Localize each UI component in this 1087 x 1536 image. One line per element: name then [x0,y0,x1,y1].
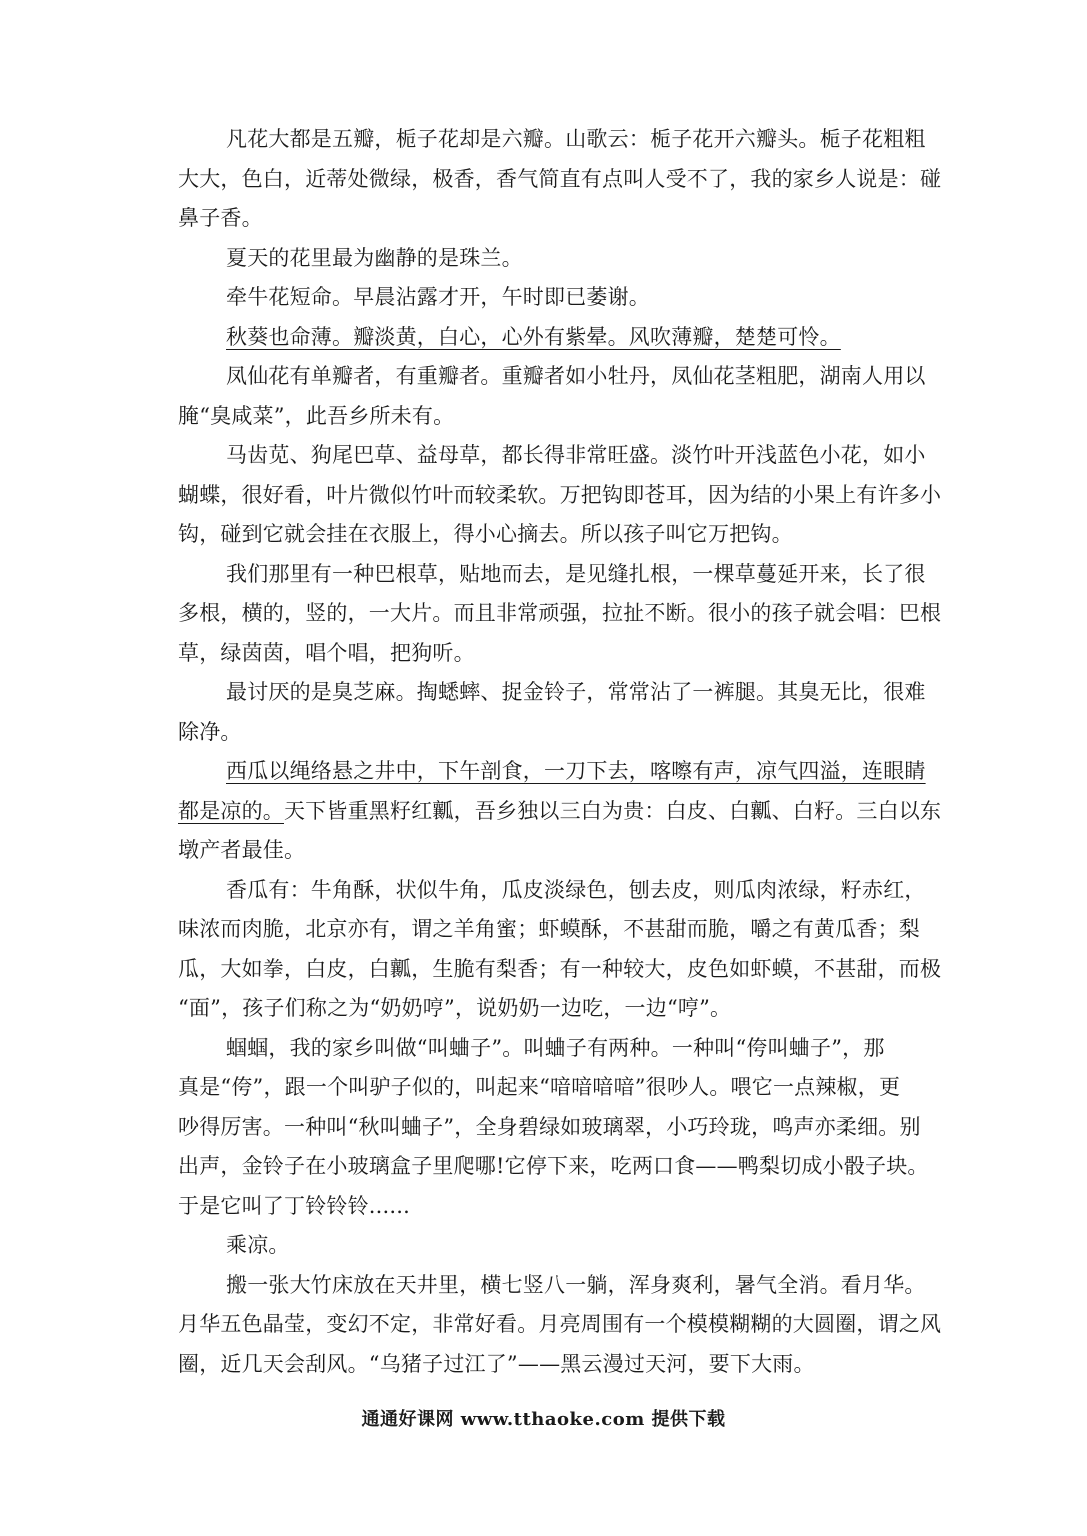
mixed-line-wrapper [178,792,970,832]
text-line: 最讨厌的是臭芝麻。掏蟋蟀、捉金铃子，常常沾了一裤腿。其臭无比，很难 [226,680,926,704]
paragraph-bagen-grass [178,555,970,674]
paragraph-bamboo-bed [178,1266,970,1385]
underlined-text: 秋葵也命薄。瓣淡黄，白心，心外有紫晕。风吹薄瓣，楚楚可怜。 [226,324,841,349]
text-line: “面”，孩子们称之为“奶奶哼”，说奶奶一边吃，一边“哼”。 [178,996,732,1020]
text-line: 大大，色白，近蒂处微绿，极香，香气简直有点叫人受不了，我的家乡人说是：碰 [178,166,942,191]
text-line: 腌“臭咸菜”，此吾乡所未有。 [178,403,455,428]
paragraph-morning-glory [178,278,970,318]
text-line: 味浓而肉脆，北京亦有，谓之羊角蜜；虾蟆酥，不甚甜而脆，嚼之有黄瓜香；梨 [178,917,920,941]
text-line: 月华五色晶莹，变幻不定，非常好看。月亮周围有一个模模糊糊的大圆圈，谓之风 [178,1312,942,1336]
text-line: 于是它叫了丁铃铃铃...... [178,1193,411,1218]
text-line: 瓜，大如拳，白皮，白瓤，生脆有梨香；有一种较大，皮色如虾蟆，不甚甜，而极 [178,956,942,981]
text-line: 除净。 [178,719,242,744]
text-line: 夏天的花里最为幽静的是珠兰。 [226,245,523,270]
footer-source-note: 通通好课网 www.tthaoke.com 提供下载 [361,1409,726,1430]
text-line: 凤仙花有单瓣者，有重瓣者。重瓣者如小牡丹，凤仙花茎粗肥，湖南人用以 [226,364,926,388]
paragraph-melon [178,871,970,1029]
text-line: 多根，横的，竖的，一大片。而且非常顽强，拉扯不断。很小的孩子就会唱：巴根 [178,601,942,625]
text-line: 草，绿茵茵，唱个唱，把狗听。 [178,640,475,665]
paragraph-cooling [178,1226,970,1266]
paragraph-balsam [178,357,970,436]
text-line: 出声，金铃子在小玻璃盒子里爬哪!它停下来，吃两口食——鸭梨切成小骰子块。 [178,1154,929,1178]
text-line: 真是“侉”，跟一个叫驴子似的，叫起来“喑喑喑喑”很吵人。喂它一点辣椒，更 [178,1075,901,1099]
text-line: 乘凉。 [226,1233,290,1257]
text-line: 我们那里有一种巴根草，贴地而去，是见缝扎根，一棵草蔓延开来，长了很 [226,561,926,586]
text-line: 吵得厉害。一种叫“秋叫蛐子”，全身碧绿如玻璃翠，小巧玲珑，鸣声亦柔细。别 [178,1114,921,1139]
underlined-text: 都是凉的。 [178,798,284,823]
paragraph-weeds [178,436,970,555]
paragraph-zhulan [178,239,970,279]
paragraph-okra-underlined [178,318,970,358]
document-body [178,120,970,1384]
text-line: 钩，碰到它就会挂在衣服上，得小心摘去。所以孩子叫它万把钩。 [178,522,793,546]
text-line: 牵牛花短命。早晨沾露才开，午时即已萎谢。 [226,285,650,309]
text-line: 凡花大都是五瓣，栀子花却是六瓣。山歌云：栀子花开六瓣头。栀子花粗粗 [226,127,926,151]
underlined-line-wrapper [178,318,970,358]
paragraph-katydid [178,1029,970,1227]
text-run: 天下皆重黑籽红瓤，吾乡独以三白为贵：白皮、白瓤、白籽。三白以东 [284,798,942,823]
text-line: 墩产者最佳。 [178,838,306,862]
paragraph-gardenia [178,120,970,239]
paragraph-watermelon [178,752,970,871]
text-line: 蝴蝶，很好看，叶片微似竹叶而较柔软。万把钩即苍耳，因为结的小果上有许多小 [178,482,942,507]
text-line: 香瓜有：牛角酥，状似牛角，瓜皮淡绿色，刨去皮，则瓜肉浓绿，籽赤红， [226,877,926,902]
text-line: 马齿苋、狗尾巴草、益母草，都长得非常旺盛。淡竹叶开浅蓝色小花，如小 [226,443,926,467]
text-line: 搬一张大竹床放在天井里，横七竖八一躺，浑身爽利，暑气全消。看月华。 [226,1272,926,1297]
underlined-text: 西瓜以绳络悬之井中，下午剖食，一刀下去，喀嚓有声，凉气四溢，连眼睛 [226,759,926,783]
paragraph-stinky-sesame [178,673,970,752]
underlined-line-wrapper [178,752,970,792]
text-line: 鼻子香。 [178,206,263,230]
text-line: 圈，近几天会刮风。“乌猪子过江了”——黑云漫过天河，要下大雨。 [178,1351,815,1376]
text-line: 蝈蝈，我的家乡叫做“叫蛐子”。叫蛐子有两种。一种叫“侉叫蛐子”，那 [226,1035,885,1060]
